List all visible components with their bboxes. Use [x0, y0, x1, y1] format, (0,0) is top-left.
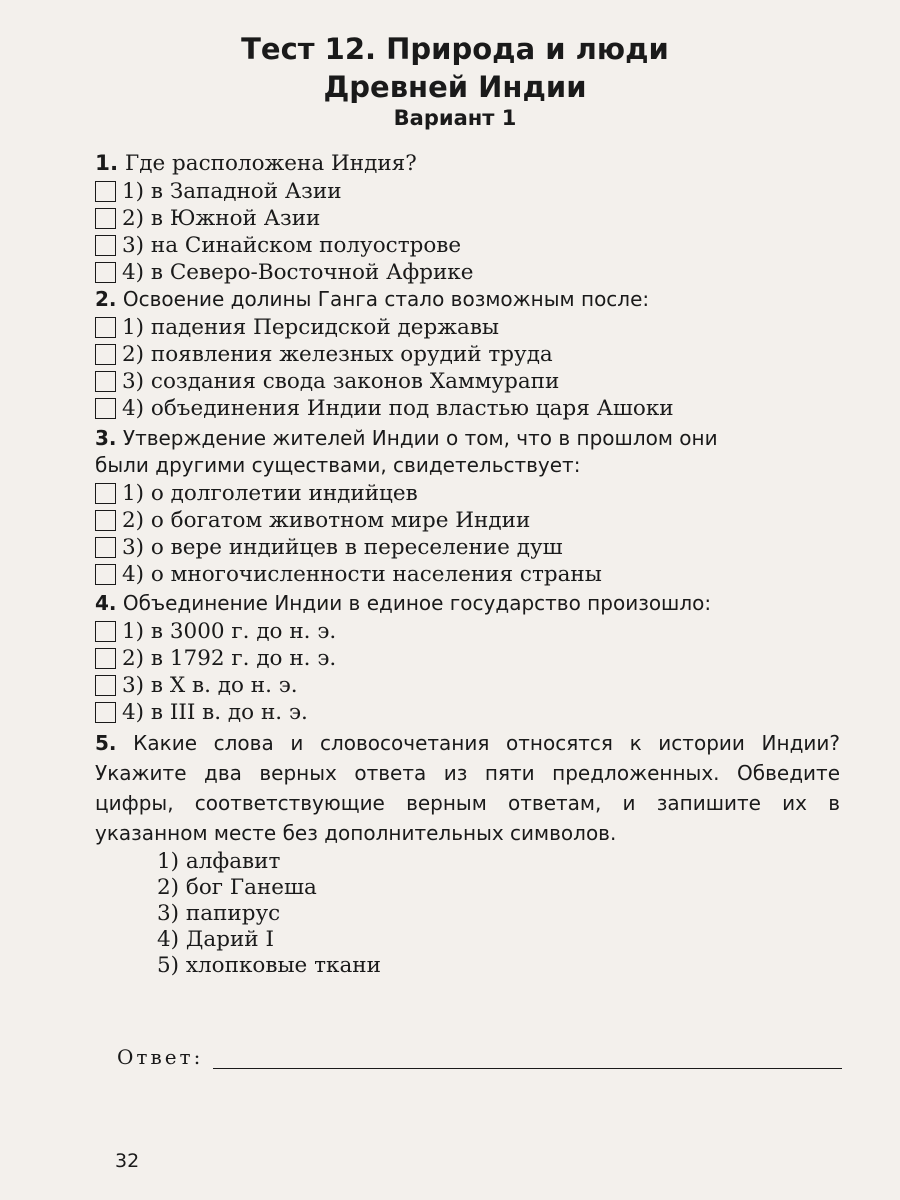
option-text: 2) в 1792 г. до н. э.	[122, 646, 337, 671]
option-row	[95, 259, 840, 286]
option-row	[95, 507, 840, 534]
option-row	[95, 561, 840, 588]
page-number: 32	[115, 1150, 140, 1172]
answer-checkbox[interactable]	[95, 564, 116, 585]
question-text: были другими существами, свидетельствует:	[95, 453, 581, 477]
answer-checkbox[interactable]	[95, 648, 116, 669]
answer-checkbox[interactable]	[95, 235, 116, 256]
answer-checkbox[interactable]	[95, 344, 116, 365]
question-number: 5.	[95, 731, 117, 755]
option-text: 1) в 3000 г. до н. э.	[122, 619, 337, 644]
option-row	[95, 618, 840, 645]
option-row	[95, 232, 840, 259]
option-text: 3) на Синайском полуострове	[122, 233, 462, 258]
question-text: Какие слова и словосочетания относятся к истории Индии? Укажите два верных ответа из пяти предложенных. Обведите цифры, соответствующие верным ответам, и запишите их в указанном месте без дополнительных символов.	[95, 731, 841, 845]
question-number: 4.	[95, 591, 117, 615]
option-row	[95, 341, 840, 368]
test-title	[140, 30, 770, 106]
answer-row	[117, 1045, 842, 1069]
option-row	[95, 534, 840, 561]
option-text: 4) о многочисленности населения страны	[122, 562, 602, 587]
option-text: 2) о богатом животном мире Индии	[122, 508, 531, 533]
answer-checkbox[interactable]	[95, 262, 116, 283]
option-text: 1) в Западной Азии	[122, 179, 342, 204]
question-2	[95, 286, 840, 422]
option-row	[95, 699, 840, 726]
option-text: 1) падения Персидской державы	[122, 315, 500, 340]
option-row	[95, 368, 840, 395]
question-text: Утверждение жителей Индии о том, что в прошлом они	[122, 426, 718, 450]
answer-checkbox[interactable]	[95, 371, 116, 392]
answer-checkbox[interactable]	[95, 702, 116, 723]
option-text: 4) в Северо-Восточной Африке	[122, 260, 474, 285]
answer-checkbox[interactable]	[95, 537, 116, 558]
question-3	[95, 425, 840, 588]
questions-container	[95, 150, 840, 979]
question-5	[95, 728, 840, 979]
option-row	[95, 480, 840, 507]
title-line-2: Древней Индии	[323, 70, 587, 104]
answer-checkbox[interactable]	[95, 483, 116, 504]
choice-item[interactable]: 5) хлопковые ткани	[157, 953, 381, 978]
question-4	[95, 590, 840, 726]
choice-item[interactable]: 4) Дарий I	[157, 927, 274, 952]
option-row	[95, 205, 840, 232]
option-text: 4) в III в. до н. э.	[122, 700, 308, 725]
option-text: 3) создания свода законов Хаммурапи	[122, 369, 560, 394]
option-row	[95, 645, 840, 672]
answer-checkbox[interactable]	[95, 675, 116, 696]
answer-checkbox[interactable]	[95, 208, 116, 229]
option-text: 2) появления железных орудий труда	[122, 342, 553, 367]
choice-item[interactable]: 1) алфавит	[157, 849, 281, 874]
question-text: Где расположена Индия?	[124, 151, 417, 176]
answer-checkbox[interactable]	[95, 317, 116, 338]
option-text: 3) в X в. до н. э.	[122, 673, 298, 698]
choice-item[interactable]: 2) бог Ганеша	[157, 875, 317, 900]
question-number: 3.	[95, 426, 117, 450]
option-text: 2) в Южной Азии	[122, 206, 321, 231]
option-row	[95, 178, 840, 205]
option-row	[95, 672, 840, 699]
option-text: 4) объединения Индии под властью царя Ашоки	[122, 396, 674, 421]
answer-checkbox[interactable]	[95, 621, 116, 642]
choice-item[interactable]: 3) папирус	[157, 901, 281, 926]
answer-line[interactable]	[213, 1050, 842, 1069]
answer-checkbox[interactable]	[95, 510, 116, 531]
choice-list	[157, 849, 840, 979]
answer-checkbox[interactable]	[95, 181, 116, 202]
question-1	[95, 150, 840, 286]
answer-checkbox[interactable]	[95, 398, 116, 419]
question-number: 1.	[95, 151, 119, 176]
variant-heading: Вариант 1	[393, 106, 517, 130]
option-row	[95, 314, 840, 341]
question-number: 2.	[95, 287, 117, 311]
title-line-1: Тест 12. Природа и люди	[241, 32, 669, 66]
question-text: Освоение долины Ганга стало возможным после:	[122, 287, 650, 311]
option-row	[95, 395, 840, 422]
question-text: Объединение Индии в единое государство произошло:	[122, 591, 712, 615]
option-text: 1) о долголетии индийцев	[122, 481, 418, 506]
option-text: 3) о вере индийцев в переселение душ	[122, 535, 563, 560]
answer-label: Ответ:	[117, 1045, 204, 1069]
